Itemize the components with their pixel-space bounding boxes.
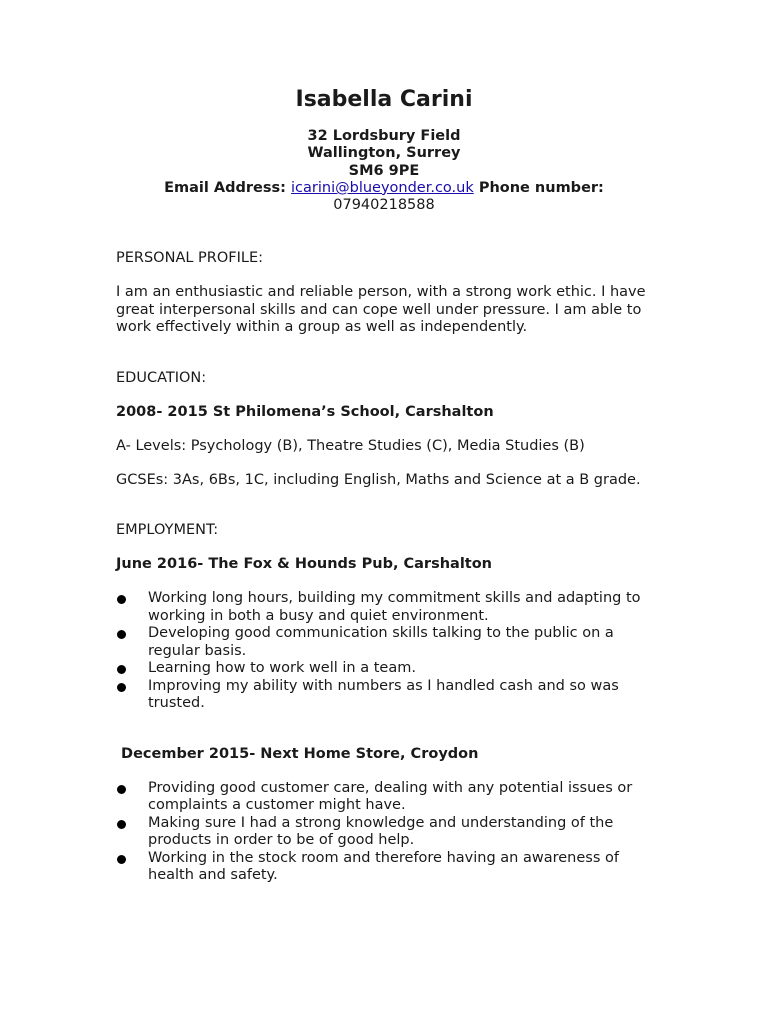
postcode: SM6 9PE <box>348 162 420 179</box>
list-item <box>116 660 661 678</box>
email-link[interactable]: icarini@blueyonder.co.uk <box>291 179 474 196</box>
job-title-2: December 2015- Next Home Store, Croydon <box>116 745 479 762</box>
address-line-1: 32 Lordsbury Field <box>307 128 461 144</box>
contact-line <box>0 180 768 197</box>
bullet-text: Making sure I had a strong knowledge and understanding of the products in order to be of good help. <box>148 814 614 848</box>
bullet-text: Improving my ability with numbers as I handled cash and so was trusted. <box>148 677 619 711</box>
list-item <box>116 625 661 660</box>
bullet-text: Learning how to work well in a team. <box>148 660 416 676</box>
bullet-icon <box>117 855 126 864</box>
bullet-icon <box>117 595 126 604</box>
bullet-icon <box>117 683 126 692</box>
job-1-bullets <box>116 590 661 713</box>
bullet-text: Working in the stock room and therefore having an awareness of health and safety. <box>148 849 619 883</box>
bullet-icon <box>117 820 126 829</box>
list-item <box>116 590 661 625</box>
email-label: Email Address: <box>164 179 286 196</box>
bullet-icon <box>117 785 126 794</box>
list-item <box>116 678 661 713</box>
school-title: 2008- 2015 St Philomena’s School, Carshalton <box>116 403 494 420</box>
list-item <box>116 850 661 885</box>
bullet-text: Providing good customer care, dealing with any potential issues or complaints a customer might have. <box>148 779 633 813</box>
cv-body <box>116 250 661 885</box>
candidate-name: Isabella Carini <box>295 87 473 112</box>
bullet-icon <box>117 630 126 639</box>
bullet-text: Developing good communication skills talking to the public on a regular basis. <box>148 625 614 659</box>
education-heading: EDUCATION: <box>116 369 207 386</box>
bullet-icon <box>117 665 126 674</box>
job-title-1: June 2016- The Fox & Hounds Pub, Carshalton <box>116 556 493 572</box>
job-2-bullets <box>116 780 661 885</box>
profile-text: I am an enthusiastic and reliable person, with a strong work ethic. I have great interpersonal skills and can cope well under pressure. I am able to work effectively within a group as well as independently. <box>116 284 646 335</box>
bullet-text: Working long hours, building my commitment skills and adapting to working in both a busy and quiet environment. <box>148 590 641 624</box>
list-item <box>116 780 661 815</box>
profile-heading: PERSONAL PROFILE: <box>116 250 264 266</box>
employment-heading: EMPLOYMENT: <box>116 522 219 538</box>
contact-block <box>0 128 768 214</box>
gcses-text: GCSEs: 3As, 6Bs, 1C, including English, Maths and Science at a B grade. <box>116 471 641 488</box>
phone-number: 07940218588 <box>333 197 435 214</box>
list-item <box>116 815 661 850</box>
address-line-2: Wallington, Surrey <box>307 145 461 162</box>
alevels-text: A- Levels: Psychology (B), Theatre Studies (C), Media Studies (B) <box>116 437 585 454</box>
phone-label: Phone number: <box>478 179 604 196</box>
